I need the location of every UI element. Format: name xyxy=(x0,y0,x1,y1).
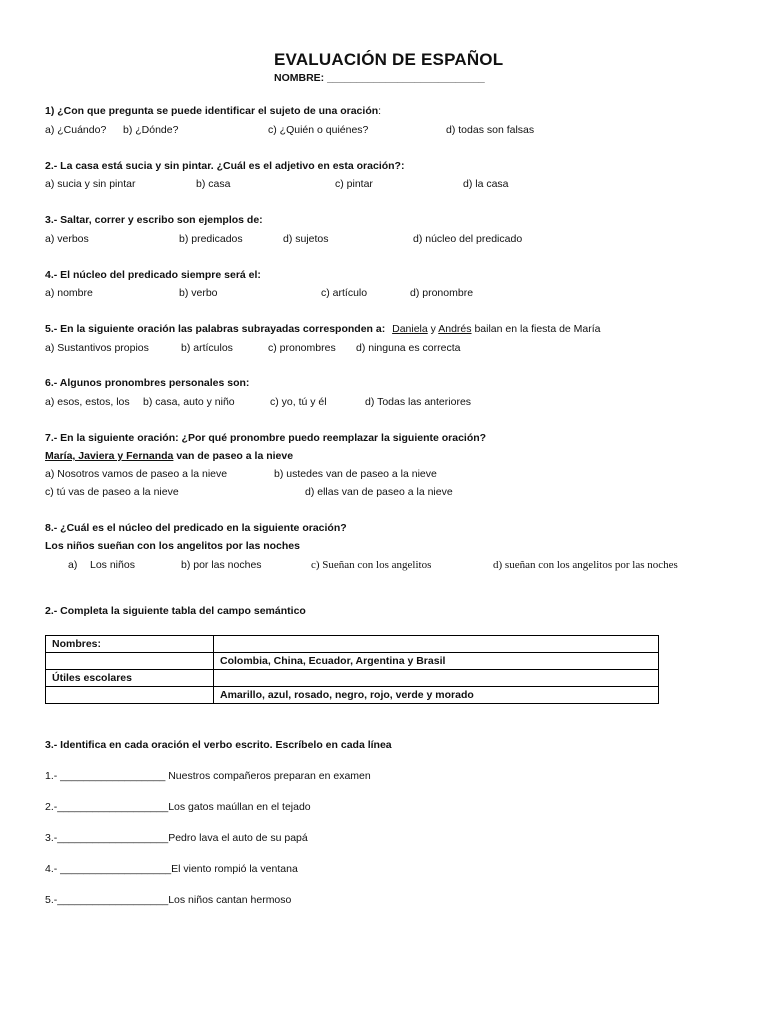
q8-option-a-marker: a) xyxy=(68,559,78,571)
q4-option-c: c) artículo xyxy=(321,287,368,299)
table-cell-examples[interactable] xyxy=(214,670,659,687)
q6-option-d: d) Todas las anteriores xyxy=(365,396,472,408)
question-5 xyxy=(45,322,601,336)
question-1-suffix: : xyxy=(378,105,382,117)
verb-line-5[interactable]: 5.-___________________Los niños cantan hermoso xyxy=(45,894,292,906)
name-field-label: NOMBRE: ___________________________ xyxy=(274,72,485,84)
q1-option-a: a) ¿Cuándo? xyxy=(45,124,107,136)
q7-option-d: d) ellas van de paseo a la nieve xyxy=(305,486,453,498)
q5-sentence-rest: bailan en la fiesta de María xyxy=(471,323,601,335)
verb-line-3[interactable]: 3.-___________________Pedro lava el auto de su papá xyxy=(45,832,308,844)
q1-option-b: b) ¿Dónde? xyxy=(123,124,179,136)
page-title: EVALUACIÓN DE ESPAÑOL xyxy=(274,50,504,69)
q7-sentence xyxy=(45,449,293,463)
question-8: 8.- ¿Cuál es el núcleo del predicado en la siguiente oración? xyxy=(45,522,347,534)
q2-option-a: a) sucia y sin pintar xyxy=(45,178,136,190)
table-cell-category: Nombres: xyxy=(46,636,214,653)
q7-sentence-rest: van de paseo a la nieve xyxy=(173,450,294,462)
q6-option-b: b) casa, auto y niño xyxy=(143,396,235,408)
question-1-prefix: 1) xyxy=(45,105,58,117)
table-cell-category[interactable] xyxy=(46,687,214,704)
q8-option-d: d) sueñan con los angelitos por las noches xyxy=(493,559,678,571)
q4-option-b: b) verbo xyxy=(179,287,218,299)
q1-option-c: c) ¿Quién o quiénes? xyxy=(268,124,369,136)
q7-option-a: a) Nosotros vamos de paseo a la nieve xyxy=(45,468,228,480)
table-cell-examples: Colombia, China, Ecuador, Argentina y Brasil xyxy=(214,653,659,670)
semantic-field-table xyxy=(45,635,659,704)
table-row xyxy=(46,670,659,687)
question-4: 4.- El núcleo del predicado siempre será el: xyxy=(45,269,261,281)
q5-connector: y xyxy=(427,323,439,335)
q1-option-d: d) todas son falsas xyxy=(446,124,535,136)
table-cell-category[interactable] xyxy=(46,653,214,670)
table-cell-examples[interactable] xyxy=(214,636,659,653)
q5-underlined-word-2: Andrés xyxy=(438,323,472,335)
q3-option-a: a) verbos xyxy=(45,233,89,245)
q4-option-d: d) pronombre xyxy=(410,287,474,299)
table-cell-category: Útiles escolares xyxy=(46,670,214,687)
question-2: 2.- La casa está sucia y sin pintar. ¿Cuál es el adjetivo en esta oración?: xyxy=(45,160,405,172)
q3-option-b: b) predicados xyxy=(179,233,243,245)
question-3: 3.- Saltar, correr y escribo son ejemplos de: xyxy=(45,214,263,226)
question-5-text: 5.- En la siguiente oración las palabras subrayadas corresponden a: xyxy=(45,323,386,335)
q8-option-a: Los niños xyxy=(90,559,135,571)
q6-option-c: c) yo, tú y él xyxy=(270,396,327,408)
q7-option-b: b) ustedes van de paseo a la nieve xyxy=(274,468,437,480)
q8-option-b: b) por las noches xyxy=(181,559,262,571)
question-1 xyxy=(45,104,381,118)
q3-option-c: d) sujetos xyxy=(283,233,329,245)
table-cell-examples: Amarillo, azul, rosado, negro, rojo, verde y morado xyxy=(214,687,659,704)
table-row xyxy=(46,687,659,704)
verb-line-4[interactable]: 4.- ___________________El viento rompió la ventana xyxy=(45,863,298,875)
q5-option-c: c) pronombres xyxy=(268,342,336,354)
q5-option-d: d) ninguna es correcta xyxy=(356,342,461,354)
question-1-text: ¿Con que pregunta se puede identificar el sujeto de una oración xyxy=(57,105,379,117)
q8-sentence: Los niños sueñan con los angelitos por las noches xyxy=(45,540,300,552)
q7-sentence-subject: María, Javiera y Fernanda xyxy=(45,450,174,462)
verb-line-1[interactable]: 1.- __________________ Nuestros compañeros preparan en examen xyxy=(45,770,371,782)
q5-underlined-word-1: Daniela xyxy=(392,323,428,335)
q3-option-d: d) núcleo del predicado xyxy=(413,233,523,245)
table-row xyxy=(46,636,659,653)
q8-option-c: c) Sueñan con los angelitos xyxy=(311,559,432,571)
q6-option-a: a) esos, estos, los xyxy=(45,396,130,408)
q2-option-c: c) pintar xyxy=(335,178,373,190)
q5-option-b: b) artículos xyxy=(181,342,233,354)
section-2-heading: 2.- Completa la siguiente tabla del campo semántico xyxy=(45,605,306,617)
question-7: 7.- En la siguiente oración: ¿Por qué pronombre puedo reemplazar la siguiente oración? xyxy=(45,432,487,444)
question-6: 6.- Algunos pronombres personales son: xyxy=(45,377,250,389)
q2-option-d: d) la casa xyxy=(463,178,509,190)
q7-option-c: c) tú vas de paseo a la nieve xyxy=(45,486,179,498)
verb-line-2[interactable]: 2.-___________________Los gatos maúllan en el tejado xyxy=(45,801,311,813)
q2-option-b: b) casa xyxy=(196,178,231,190)
q4-option-a: a) nombre xyxy=(45,287,93,299)
q5-option-a: a) Sustantivos propios xyxy=(45,342,149,354)
table-row xyxy=(46,653,659,670)
section-3-heading: 3.- Identifica en cada oración el verbo escrito. Escríbelo en cada línea xyxy=(45,739,392,751)
